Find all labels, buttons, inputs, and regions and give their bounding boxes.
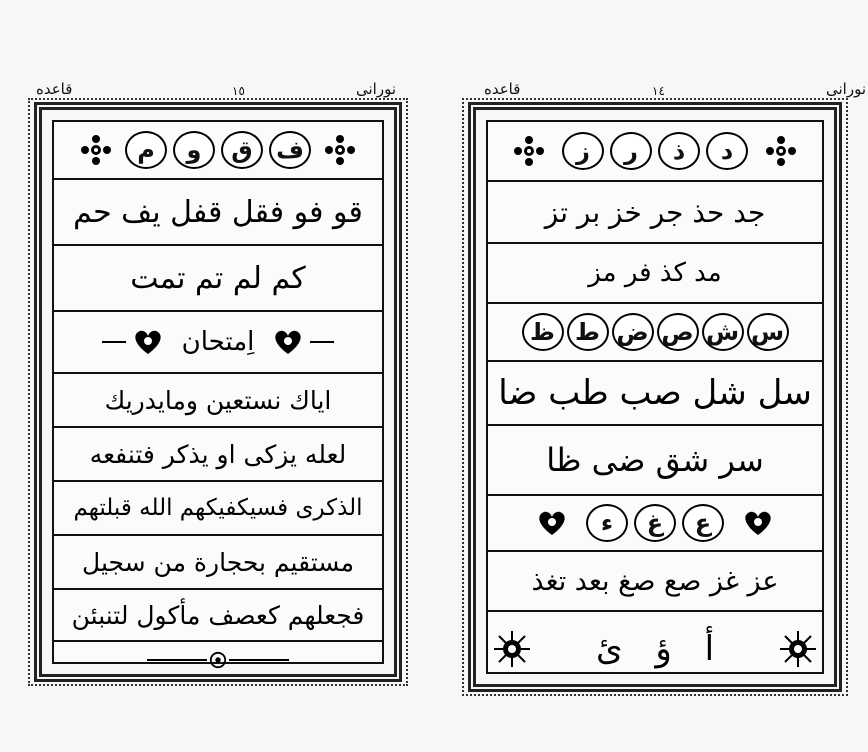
letter-circle: و — [173, 131, 215, 169]
heart-ornament-icon — [268, 326, 308, 358]
right-line2: مد كذ فر مز — [588, 258, 722, 288]
heart-ornament-icon — [128, 326, 168, 358]
left-line2: كم لم تم تمت — [130, 260, 306, 296]
letter-circle: ز — [562, 132, 604, 170]
left-header-right: قاعده — [36, 80, 73, 98]
right-letters2-row — [488, 304, 822, 362]
right-line4-row — [488, 426, 822, 496]
letter-circle: ف — [269, 131, 311, 169]
heart-ornament-icon — [532, 507, 572, 539]
flower-ornament-icon — [512, 134, 546, 168]
letter-circle: ق — [221, 131, 263, 169]
left-inner-panel — [52, 120, 384, 664]
left-verse5: فجعلهم كعصف مأكول لتنبئن — [71, 600, 365, 630]
left-frame — [34, 102, 402, 682]
flower-ornament-icon — [764, 134, 798, 168]
heart-ornament-icon — [738, 507, 778, 539]
flower-ornament-icon — [323, 133, 357, 167]
right-frame — [468, 102, 842, 692]
letter-circle: ذ — [658, 132, 700, 170]
right-line5-row — [488, 552, 822, 612]
right-line6: أ ؤ ئ — [595, 629, 715, 669]
letter-circle: ط — [567, 313, 609, 351]
right-letters3-row — [488, 496, 822, 552]
left-page-number: ١٥ — [232, 84, 245, 98]
divider-line — [102, 341, 126, 343]
right-line1-row — [488, 182, 822, 244]
flower-ornament-icon — [79, 133, 113, 167]
letter-circle: س — [747, 313, 789, 351]
right-letter-circles — [522, 313, 789, 351]
right-letter-circles — [586, 504, 724, 542]
letter-circle: ض — [612, 313, 654, 351]
letter-circle: ع — [682, 504, 724, 542]
left-verse-row — [54, 536, 382, 590]
right-line2-row — [488, 244, 822, 304]
left-letters-row — [54, 122, 382, 180]
divider-line — [310, 341, 334, 343]
letter-circle: ص — [657, 313, 699, 351]
left-verse-row — [54, 482, 382, 536]
divider-line — [229, 659, 289, 661]
letter-circle: ظ — [522, 313, 564, 351]
sunburst-ornament-icon — [778, 629, 818, 669]
left-line1-row — [54, 180, 382, 246]
right-page-number: ١٤ — [652, 84, 665, 98]
right-header-left: نورانى — [826, 80, 867, 98]
letter-circle: م — [125, 131, 167, 169]
right-letter-circles — [562, 132, 748, 170]
right-letters1-row — [488, 122, 822, 182]
left-letter-circles — [125, 131, 311, 169]
exam-heading: اِمتحان — [181, 327, 255, 357]
right-line3-row — [488, 362, 822, 426]
left-verse3: الذكرى فسيكفيكهم الله قبلتهم — [73, 495, 363, 521]
right-inner-panel — [486, 120, 824, 674]
right-line1: جد حذ جر خز بر تز — [544, 195, 766, 229]
left-verse1: اياك نستعين ومايدريك — [104, 385, 332, 415]
right-header-right: قاعده — [484, 80, 521, 98]
left-verse-row — [54, 374, 382, 428]
left-line1: قو فو فقل قفل يف حم — [73, 194, 363, 230]
left-exam-row — [54, 312, 382, 374]
right-page — [434, 0, 868, 752]
letter-circle: غ — [634, 504, 676, 542]
left-verse-row — [54, 590, 382, 642]
left-line2-row — [54, 246, 382, 312]
left-footer-divider — [54, 642, 382, 678]
left-verse2: لعله يزكى او يذكر فتنفعه — [89, 439, 347, 469]
left-verse4: مستقيم بحجارة من سجيل — [82, 547, 354, 577]
letter-circle: ر — [610, 132, 652, 170]
letter-circle: ش — [702, 313, 744, 351]
left-verse-row — [54, 428, 382, 482]
right-line5: عز غز صع صغ بعد تغذ — [531, 565, 779, 597]
right-line4: سر شق ضى ظا — [546, 441, 764, 479]
letter-circle: ء — [586, 504, 628, 542]
right-line3: سل شل صب طب ضا — [498, 373, 812, 413]
rosette-icon — [209, 651, 227, 669]
sunburst-ornament-icon — [492, 629, 532, 669]
divider-line — [147, 659, 207, 661]
right-line6-row — [488, 612, 822, 686]
letter-circle: د — [706, 132, 748, 170]
left-header-left: نورانى — [356, 80, 397, 98]
